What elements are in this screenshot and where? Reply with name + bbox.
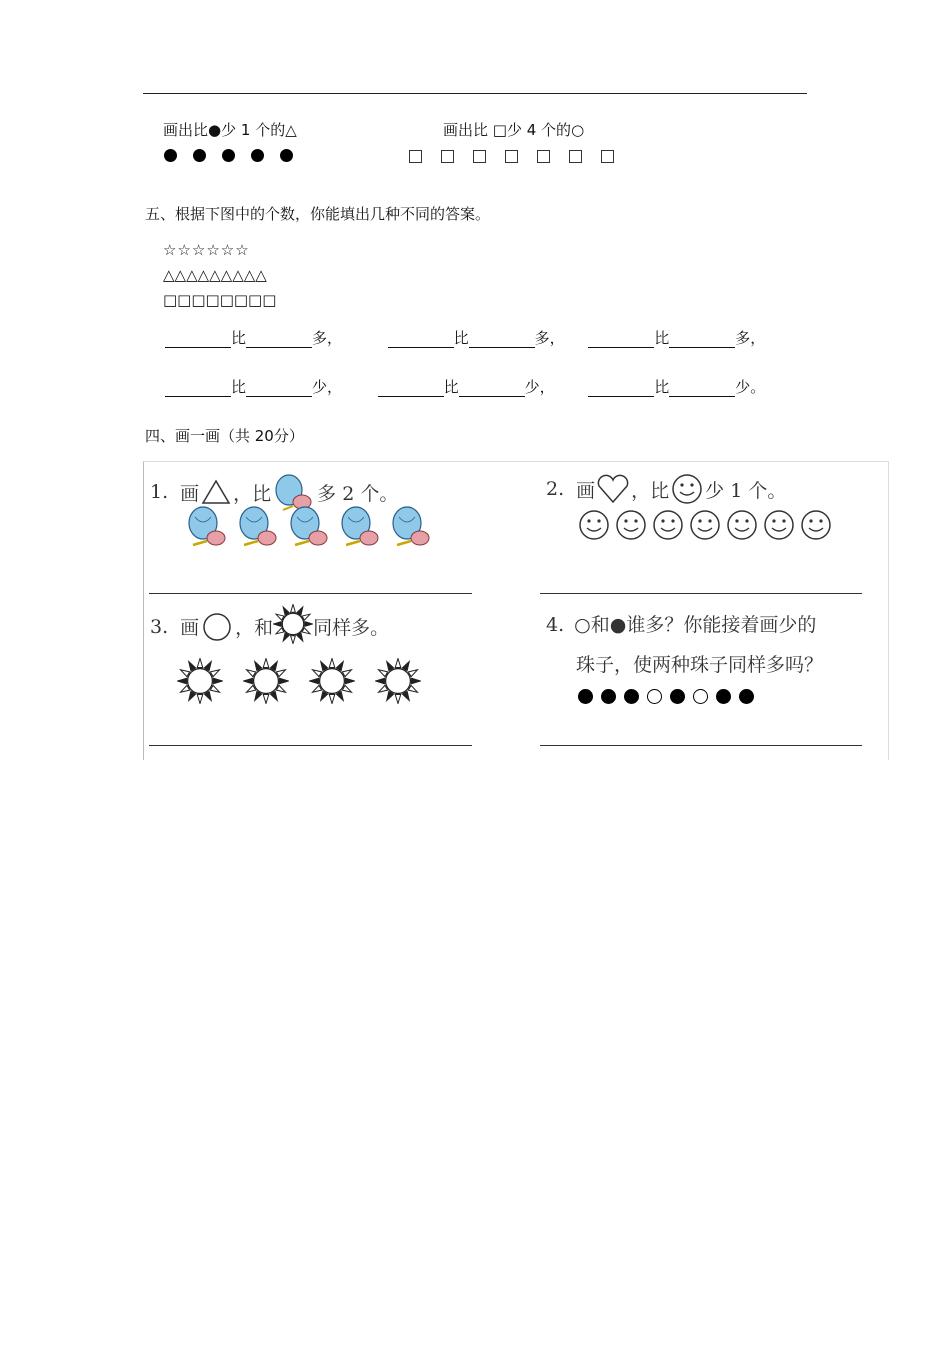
fill-group xyxy=(165,329,342,347)
fill-group xyxy=(388,329,565,347)
smiley-icon xyxy=(652,509,684,545)
smiley-icon xyxy=(615,509,647,545)
label: 画出比 xyxy=(163,121,209,139)
draw-item-left xyxy=(163,119,297,140)
black-dot xyxy=(251,149,264,162)
answer-line[interactable] xyxy=(540,593,862,594)
stars-row: ☆☆☆☆☆☆ xyxy=(163,241,250,259)
circle-symbol: ○ xyxy=(571,121,585,139)
black-bead xyxy=(739,689,754,704)
fill-group xyxy=(588,329,765,347)
square-shape xyxy=(537,150,550,163)
sun-icon xyxy=(177,658,223,708)
label: 少 4 个的 xyxy=(506,121,572,139)
answer-blank[interactable] xyxy=(165,381,231,397)
question-4 xyxy=(546,610,816,637)
fill-group xyxy=(165,378,342,396)
square-shape xyxy=(601,150,614,163)
answer-line[interactable] xyxy=(149,745,472,746)
answer-blank[interactable] xyxy=(246,381,312,397)
smiley-icon xyxy=(578,509,610,545)
butterfly-icon xyxy=(336,505,382,553)
squares-row: □□□□□□□□ xyxy=(163,291,277,309)
square-shape xyxy=(441,150,454,163)
header-rule xyxy=(143,93,807,94)
black-bead xyxy=(578,689,593,704)
label: 画出比 xyxy=(443,121,493,139)
square-shape xyxy=(473,150,486,163)
answer-blank[interactable] xyxy=(669,332,735,348)
sun-icon xyxy=(243,658,289,708)
fill-row-more xyxy=(165,327,765,348)
dot-symbol: ● xyxy=(208,121,222,139)
white-bead xyxy=(693,689,708,704)
smiley-row xyxy=(578,509,837,545)
square-shape xyxy=(409,150,422,163)
question-number: 1. xyxy=(150,481,169,503)
end-word: 少， xyxy=(312,378,343,396)
answer-blank[interactable] xyxy=(378,381,444,397)
heart-icon xyxy=(595,473,631,505)
label: 画 xyxy=(180,617,200,639)
end-word: 多， xyxy=(735,329,766,347)
white-bead xyxy=(647,689,662,704)
compare-word: 比 xyxy=(453,329,469,347)
answer-line[interactable] xyxy=(149,593,472,594)
label: 少 1 个。 xyxy=(705,479,787,502)
smiley-icon xyxy=(669,472,705,506)
answer-blank[interactable] xyxy=(588,332,654,348)
triangles-row: △△△△△△△△△ xyxy=(163,266,267,284)
butterfly-icon xyxy=(387,505,433,553)
question-number: 2. xyxy=(546,478,565,500)
smiley-icon xyxy=(800,509,832,545)
end-word: 多， xyxy=(534,329,565,347)
answer-blank[interactable] xyxy=(669,381,735,397)
section4-heading: 四、画一画（共 20分） xyxy=(145,427,304,445)
black-dot xyxy=(164,149,177,162)
black-bead xyxy=(670,689,685,704)
fill-group xyxy=(378,378,555,396)
butterfly-row xyxy=(183,505,438,553)
compare-word: 比 xyxy=(443,378,459,396)
label: 同样多。 xyxy=(313,617,390,639)
compare-word: 比 xyxy=(654,378,670,396)
question-number: 3. xyxy=(150,615,169,638)
compare-word: 比 xyxy=(231,329,247,347)
label: ，比 xyxy=(631,479,670,502)
answer-blank[interactable] xyxy=(588,381,654,397)
triangle-symbol: △ xyxy=(285,121,297,139)
answer-blank[interactable] xyxy=(246,332,312,348)
label: ●谁多？你能接着画少的 xyxy=(609,614,817,636)
answer-blank[interactable] xyxy=(165,332,231,348)
square-row xyxy=(409,148,633,167)
label: ，比 xyxy=(233,482,272,505)
sun-icon xyxy=(309,658,355,708)
answer-blank[interactable] xyxy=(459,381,525,397)
circle-icon xyxy=(199,610,235,644)
square-shape xyxy=(569,150,582,163)
answer-blank[interactable] xyxy=(469,332,535,348)
smiley-icon xyxy=(763,509,795,545)
section5-heading: 五、根据下图中的个数，你能填出几种不同的答案。 xyxy=(145,205,491,223)
end-word: 少， xyxy=(524,378,555,396)
compare-word: 比 xyxy=(231,378,247,396)
butterfly-icon xyxy=(183,505,229,553)
label: 画 xyxy=(180,482,200,505)
smiley-icon xyxy=(726,509,758,545)
fill-group xyxy=(588,378,765,396)
end-word: 少。 xyxy=(735,378,766,396)
answer-blank[interactable] xyxy=(388,332,454,348)
black-dot xyxy=(222,149,235,162)
butterfly-icon xyxy=(234,505,280,553)
black-dot xyxy=(280,149,293,162)
bead-row xyxy=(578,689,762,708)
black-bead xyxy=(601,689,616,704)
label: 多 2 个。 xyxy=(317,482,399,505)
butterfly-icon xyxy=(285,505,331,553)
black-dot xyxy=(193,149,206,162)
question-number: 4. xyxy=(546,614,565,636)
square-shape xyxy=(505,150,518,163)
dot-row xyxy=(164,147,309,166)
label: ，和 xyxy=(235,617,274,639)
black-bead xyxy=(716,689,731,704)
sun-icon xyxy=(375,658,421,708)
end-word: 多， xyxy=(312,329,343,347)
black-bead xyxy=(624,689,639,704)
question-4-line2: 珠子，使两种珠子同样多吗？ xyxy=(576,654,824,676)
question-2 xyxy=(546,472,786,506)
label: ○和 xyxy=(574,614,610,636)
square-symbol: □ xyxy=(492,121,507,139)
fill-row-less xyxy=(165,376,765,397)
sun-row xyxy=(177,658,441,708)
sun-icon xyxy=(273,604,313,649)
label: 画 xyxy=(576,479,596,502)
question-3 xyxy=(150,604,389,649)
answer-line[interactable] xyxy=(540,745,862,746)
smiley-icon xyxy=(689,509,721,545)
draw-item-right xyxy=(443,119,584,140)
triangle-icon xyxy=(199,477,233,507)
label: 少 1 个的 xyxy=(221,121,286,139)
compare-word: 比 xyxy=(654,329,670,347)
